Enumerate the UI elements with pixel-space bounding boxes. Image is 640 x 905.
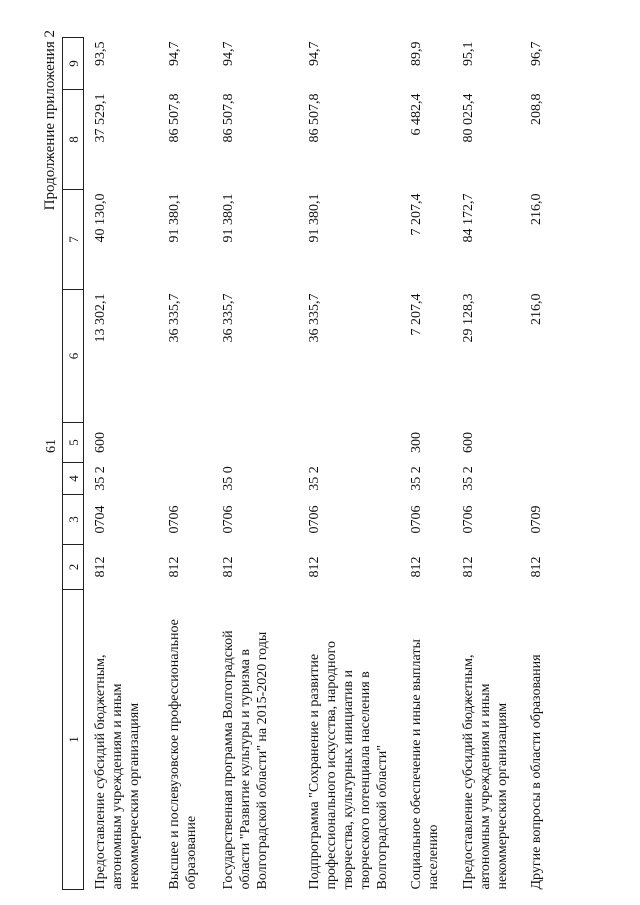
value-cell: 36 335,7	[306, 293, 322, 343]
section-code-cell: 0706	[408, 505, 424, 534]
expense-type-cell: 600	[460, 432, 476, 453]
table-row	[452, 38, 520, 890]
value-cell: 13 302,1	[93, 293, 108, 343]
value-cell: 86 507,8	[306, 93, 322, 143]
appendix-continuation-header: Продолжение приложения 2	[42, 30, 58, 211]
value-cell: 29 128,3	[460, 293, 476, 343]
expense-type-cell: 600	[93, 432, 108, 453]
expense-type-cell	[520, 423, 554, 463]
row-name-cell: Предоставление субсидий бюджетным, автономным учреждениям и иным некоммерческим организациям	[460, 654, 510, 890]
value-cell: 91 380,1	[306, 193, 322, 243]
ministry-code-cell: 812	[93, 556, 108, 578]
program-code-cell: 35 2	[93, 466, 108, 491]
section-code-cell: 0706	[306, 505, 322, 534]
row-name-cell: Предоставление субсидий бюджетным, автономным учреждениям и иным некоммерческим организациям	[93, 654, 142, 890]
table-row	[84, 38, 158, 890]
percent-cell: 94,7	[166, 41, 182, 66]
value-cell: 36 335,7	[166, 293, 182, 343]
table-row	[400, 38, 452, 890]
ministry-code-cell: 812	[408, 556, 424, 578]
ministry-code-cell: 812	[528, 556, 544, 578]
row-name-cell: Государственная программа Волгоградской области "Развитие культуры и туризма в Волгоградской области" на 2015-2020 годы	[220, 630, 270, 890]
program-code-cell	[158, 463, 212, 495]
ministry-code-cell: 812	[460, 556, 476, 578]
row-name-cell: Высшее и послевузовское профессиональное образование	[166, 619, 199, 890]
percent-cell: 89,9	[408, 41, 424, 66]
section-code-cell: 0709	[528, 505, 544, 534]
value-cell: 216,0	[528, 193, 544, 225]
column-header: 4	[63, 463, 84, 495]
value-cell: 84 172,7	[460, 193, 476, 243]
percent-cell: 94,7	[306, 41, 322, 66]
section-code-cell: 0706	[166, 505, 182, 534]
section-code-cell: 0704	[93, 505, 108, 534]
value-cell: 6 482,4	[408, 93, 424, 136]
expense-type-cell: 300	[408, 432, 424, 453]
value-cell: 36 335,7	[220, 293, 236, 343]
table-row	[298, 38, 400, 890]
table-row	[158, 38, 212, 890]
column-header: 3	[63, 495, 84, 545]
value-cell: 208,8	[528, 93, 544, 125]
table-row	[520, 38, 554, 890]
page-number: 61	[44, 439, 59, 453]
percent-cell: 96,7	[528, 41, 544, 66]
row-name-cell: Другие вопросы в области образования	[528, 654, 544, 890]
column-header: 6	[63, 290, 84, 423]
column-header: 8	[63, 90, 84, 190]
value-cell: 86 507,8	[166, 93, 182, 143]
value-cell: 80 025,4	[460, 93, 476, 143]
row-name-cell: Подпрограмма "Сохранение и развитие профессионального искусства, народного творчества, культурных инициатив и творческого потенциала населения в Волгоградской области"	[306, 641, 390, 890]
program-code-cell: 35 2	[408, 466, 424, 491]
expense-type-cell	[212, 423, 298, 463]
value-cell: 40 130,0	[93, 193, 108, 243]
value-cell: 91 380,1	[220, 193, 236, 243]
value-cell: 86 507,8	[220, 93, 236, 143]
value-cell: 7 207,4	[408, 293, 424, 336]
percent-cell: 93,5	[93, 41, 108, 66]
budget-table	[62, 37, 554, 890]
column-header: 9	[63, 38, 84, 90]
program-code-cell: 35 2	[460, 466, 476, 491]
ministry-code-cell: 812	[166, 556, 182, 578]
value-cell: 7 207,4	[408, 193, 424, 236]
column-header: 1	[63, 590, 84, 890]
table-header-row	[63, 38, 84, 890]
document-page	[30, 30, 610, 890]
expense-type-cell	[158, 423, 212, 463]
program-code-cell: 35 0	[220, 466, 236, 491]
program-code-cell	[520, 463, 554, 495]
percent-cell: 94,7	[220, 41, 236, 66]
program-code-cell: 35 2	[306, 466, 322, 491]
column-header: 7	[63, 190, 84, 290]
column-header: 5	[63, 423, 84, 463]
row-name-cell: Социальное обеспечение и иные выплаты населению	[408, 639, 441, 890]
table-row	[212, 38, 298, 890]
ministry-code-cell: 812	[306, 556, 322, 578]
section-code-cell: 0706	[460, 505, 476, 534]
expense-type-cell	[298, 423, 400, 463]
value-cell: 91 380,1	[166, 193, 182, 243]
column-header: 2	[63, 545, 84, 590]
ministry-code-cell: 812	[220, 556, 236, 578]
value-cell: 216,0	[528, 293, 544, 325]
value-cell: 37 529,1	[93, 93, 108, 143]
percent-cell: 95,1	[460, 41, 476, 66]
section-code-cell: 0706	[220, 505, 236, 534]
